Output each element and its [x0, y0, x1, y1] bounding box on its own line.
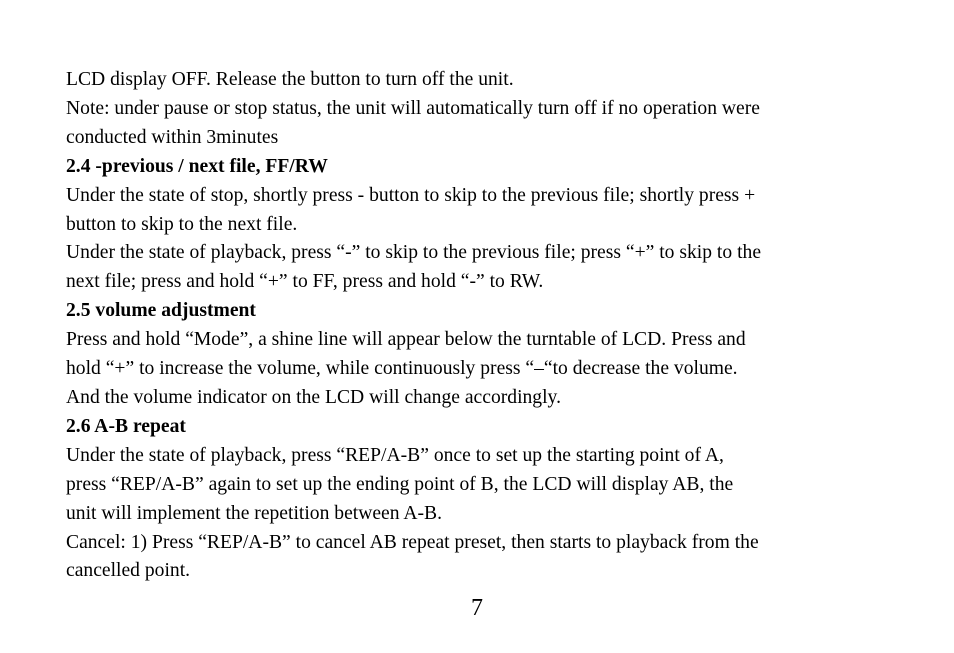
text-line: Under the state of playback, press “REP/A-B” once to set up the starting point of A, [66, 444, 724, 466]
section-heading: 2.5 volume adjustment [66, 300, 256, 322]
text-line: Note: under pause or stop status, the unit will automatically turn off if no operation were [66, 97, 760, 119]
text-line: Press and hold “Mode”, a shine line will appear below the turntable of LCD. Press and [66, 329, 746, 351]
text-line: button to skip to the next file. [66, 213, 298, 235]
text-line: press “REP/A-B” again to set up the ending point of B, the LCD will display AB, the [66, 473, 734, 495]
section-heading: 2.6 A-B repeat [66, 415, 186, 437]
text-line: next file; press and hold “+” to FF, press and hold “-” to RW. [66, 271, 544, 293]
text-line: hold “+” to increase the volume, while continuously press “–“to decrease the volume. [66, 358, 738, 380]
text-line: LCD display OFF. Release the button to turn off the unit. [66, 69, 514, 90]
document-body [66, 66, 896, 586]
text-line: Under the state of stop, shortly press - button to skip to the previous file; shortly press + [66, 184, 756, 206]
text-line: conducted within 3minutes [66, 126, 279, 148]
text-line: And the volume indicator on the LCD will change accordingly. [66, 386, 561, 408]
section-heading: 2.4 -previous / next file, FF/RW [66, 155, 328, 177]
page-number: 7 [471, 595, 483, 621]
text-line: Under the state of playback, press “-” to skip to the previous file; press “+” to skip to the [66, 242, 762, 264]
text-line: unit will implement the repetition between A-B. [66, 502, 443, 524]
text-line: Cancel: 1) Press “REP/A-B” to cancel AB repeat preset, then starts to playback from the [66, 531, 759, 553]
text-line: cancelled point. [66, 560, 191, 582]
